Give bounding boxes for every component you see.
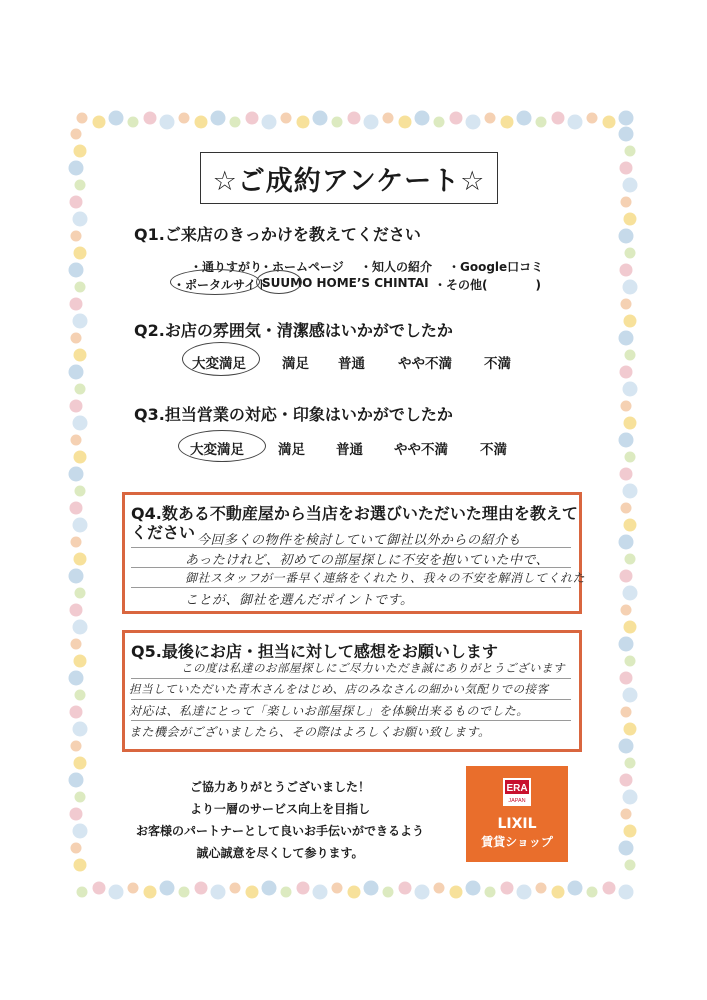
- border-dot: [517, 885, 532, 900]
- border-dot: [211, 885, 226, 900]
- border-dot: [603, 882, 616, 895]
- border-dot: [69, 263, 84, 278]
- border-dot: [603, 116, 616, 129]
- border-dot: [73, 518, 88, 533]
- border-dot: [74, 451, 87, 464]
- border-dot: [552, 112, 565, 125]
- border-dot: [69, 773, 84, 788]
- q2-selected-circle: [182, 342, 260, 376]
- border-dot: [434, 883, 445, 894]
- q5-answer-line1: この度は私達のお部屋探しにご尽力いただき誠にありがとうございます: [181, 661, 565, 675]
- border-dot: [73, 314, 88, 329]
- border-dot: [536, 883, 547, 894]
- border-dot: [623, 790, 638, 805]
- logo-brand: LIXIL: [497, 816, 537, 832]
- border-dot: [144, 112, 157, 125]
- border-dot: [625, 554, 636, 565]
- border-dot: [281, 113, 292, 124]
- q3-rating-satisfied: 満足: [278, 442, 305, 458]
- border-dot: [75, 486, 86, 497]
- q5-answer-box: [122, 630, 582, 752]
- border-dot: [332, 883, 343, 894]
- border-dot: [450, 112, 463, 125]
- border-dot: [621, 809, 632, 820]
- border-dot: [536, 117, 547, 128]
- border-dot: [297, 116, 310, 129]
- border-dot: [144, 886, 157, 899]
- border-dot: [624, 519, 637, 532]
- border-dot: [364, 115, 379, 130]
- border-dot: [70, 298, 83, 311]
- q1-portal-sites: SUUMO HOME’S CHINTAI: [262, 276, 429, 290]
- border-dot: [625, 452, 636, 463]
- border-dot: [75, 690, 86, 701]
- border-dot: [621, 605, 632, 616]
- border-dot: [73, 620, 88, 635]
- border-dot: [621, 299, 632, 310]
- q3-rating-neutral: 普通: [336, 442, 363, 458]
- border-dot: [109, 111, 124, 126]
- border-dot: [619, 637, 634, 652]
- q2-rating-dissatisfied: 不満: [484, 356, 511, 372]
- border-dot: [623, 178, 638, 193]
- border-dot: [415, 885, 430, 900]
- border-dot: [71, 333, 82, 344]
- border-dot: [73, 416, 88, 431]
- q2-question: Q2.お店の雰囲気・清潔感はいかがでしたか: [134, 321, 453, 340]
- border-dot: [624, 213, 637, 226]
- border-dot: [109, 885, 124, 900]
- border-dot: [71, 537, 82, 548]
- border-dot: [568, 115, 583, 130]
- border-dot: [71, 129, 82, 140]
- q3-question: Q3.担当営業の対応・印象はいかがでしたか: [134, 405, 453, 424]
- lixil-chintai-logo: [466, 766, 568, 862]
- border-dot: [160, 115, 175, 130]
- border-dot: [246, 112, 259, 125]
- border-dot: [74, 757, 87, 770]
- border-dot: [625, 758, 636, 769]
- q2-rating-neutral: 普通: [338, 356, 365, 372]
- border-dot: [75, 588, 86, 599]
- q1-option-portal: ・ポータルサイト: [173, 278, 269, 292]
- q4-answer-line2: あったけれど、初めての部屋探しに不安を抱いていた中で、: [185, 553, 550, 568]
- era-brand: ERA: [506, 783, 528, 794]
- q1-option-google: ・Google口コミ: [448, 260, 544, 274]
- border-dot: [71, 639, 82, 650]
- border-dot: [621, 503, 632, 514]
- border-dot: [485, 887, 496, 898]
- era-sub: JAPAN: [508, 798, 526, 804]
- border-dot: [128, 883, 139, 894]
- border-dot: [624, 723, 637, 736]
- border-dot: [74, 145, 87, 158]
- q4-answer-box: [122, 492, 586, 614]
- q1-suumo-circle: [256, 270, 302, 294]
- border-dot: [620, 468, 633, 481]
- border-dot: [619, 885, 634, 900]
- border-dot: [619, 127, 634, 142]
- q3-selected-circle: [178, 430, 266, 462]
- border-dot: [434, 117, 445, 128]
- border-dot: [77, 887, 88, 898]
- border-dot: [179, 113, 190, 124]
- border-dot: [624, 315, 637, 328]
- border-dot: [281, 887, 292, 898]
- border-dot: [69, 365, 84, 380]
- border-dot: [621, 401, 632, 412]
- q5-question: Q5.最後にお店・担当に対して感想をお願いします: [131, 642, 498, 661]
- border-dot: [71, 741, 82, 752]
- border-dot: [70, 400, 83, 413]
- border-dot: [71, 843, 82, 854]
- q5-answer-line4: また機会がございましたら、その際はよろしくお願い致します。: [129, 725, 491, 739]
- border-dot: [230, 117, 241, 128]
- border-dot: [623, 280, 638, 295]
- border-dot: [619, 841, 634, 856]
- border-dot: [619, 111, 634, 126]
- border-dot: [620, 570, 633, 583]
- border-dot: [624, 825, 637, 838]
- border-dot: [623, 382, 638, 397]
- border-dot: [70, 604, 83, 617]
- border-dot: [75, 180, 86, 191]
- border-dot: [568, 881, 583, 896]
- border-dot: [625, 350, 636, 361]
- border-dot: [348, 112, 361, 125]
- border-dot: [93, 882, 106, 895]
- border-dot: [383, 887, 394, 898]
- border-dot: [69, 569, 84, 584]
- border-dot: [262, 115, 277, 130]
- q1-option-other: ・その他( ): [434, 278, 541, 292]
- border-dot: [297, 882, 310, 895]
- border-dot: [501, 882, 514, 895]
- footer-line: ご協力ありがとうございました！: [189, 780, 370, 794]
- logo-sub: 賃貸ショップ: [481, 835, 553, 849]
- q4-question-line1: Q4.数ある不動産屋から当店をお選びいただいた理由を教えて: [131, 504, 578, 523]
- border-dot: [230, 883, 241, 894]
- q2-rating-satisfied: 満足: [282, 356, 309, 372]
- q1-option-homepage: ・ホームページ: [260, 260, 344, 274]
- border-dot: [620, 162, 633, 175]
- border-dot: [620, 672, 633, 685]
- border-dot: [619, 433, 634, 448]
- border-dot: [466, 115, 481, 130]
- q3-rating-very-satisfied: 大変満足: [190, 442, 244, 458]
- border-dot: [246, 886, 259, 899]
- q4-answer-line4: ことが、御社を選んだポイントです。: [185, 593, 414, 608]
- border-dot: [69, 467, 84, 482]
- border-dot: [69, 671, 84, 686]
- q4-answer-line3: 御社スタッフが一番早く連絡をくれたり、我々の不安を解消してくれた: [185, 571, 586, 585]
- border-dot: [415, 111, 430, 126]
- border-dot: [623, 586, 638, 601]
- border-dot: [70, 502, 83, 515]
- border-dot: [552, 886, 565, 899]
- border-dot: [313, 885, 328, 900]
- border-dot: [77, 113, 88, 124]
- border-dot: [587, 113, 598, 124]
- border-dot: [74, 247, 87, 260]
- border-dot: [70, 808, 83, 821]
- border-dot: [332, 117, 343, 128]
- survey-title: ☆ご成約アンケート☆: [200, 152, 498, 204]
- border-dot: [73, 722, 88, 737]
- border-dot: [399, 116, 412, 129]
- border-dot: [620, 366, 633, 379]
- border-dot: [313, 111, 328, 126]
- border-dot: [128, 117, 139, 128]
- border-dot: [75, 282, 86, 293]
- footer-line: 誠心誠意を尽くして参ります。: [196, 846, 364, 860]
- border-dot: [625, 248, 636, 259]
- border-dot: [71, 435, 82, 446]
- q3-rating-dissatisfied: 不満: [480, 442, 507, 458]
- border-dot: [70, 706, 83, 719]
- q3-rating-somewhat-dissatisfied: やや不満: [394, 442, 448, 458]
- q2-rating-somewhat-dissatisfied: やや不満: [398, 356, 452, 372]
- q1-question: Q1.ご来店のきっかけを教えてください: [134, 225, 421, 244]
- q1-option-passing: ・通りすがり: [190, 260, 263, 274]
- border-dot: [619, 229, 634, 244]
- border-dot: [399, 882, 412, 895]
- border-dot: [74, 349, 87, 362]
- border-dot: [160, 881, 175, 896]
- border-dot: [262, 881, 277, 896]
- border-dot: [624, 621, 637, 634]
- border-dot: [74, 859, 87, 872]
- border-dot: [624, 417, 637, 430]
- border-dot: [70, 196, 83, 209]
- border-dot: [621, 197, 632, 208]
- border-dot: [348, 886, 361, 899]
- thank-you-message: [120, 776, 440, 864]
- border-dot: [623, 484, 638, 499]
- border-dot: [450, 886, 463, 899]
- border-dot: [74, 655, 87, 668]
- border-dot: [364, 881, 379, 896]
- q5-answer-line2: 担当していただいた青木さんをはじめ、店のみなさんの細かい気配りでの接客: [129, 682, 549, 696]
- border-dot: [517, 111, 532, 126]
- border-dot: [74, 553, 87, 566]
- q4-answer-line1: 今回多くの物件を検討していて御社以外からの紹介も: [197, 533, 522, 548]
- border-dot: [625, 146, 636, 157]
- border-dot: [195, 116, 208, 129]
- border-dot: [620, 774, 633, 787]
- border-dot: [211, 111, 226, 126]
- border-dot: [619, 331, 634, 346]
- border-dot: [71, 231, 82, 242]
- border-dot: [69, 161, 84, 176]
- q2-rating-very-satisfied: 大変満足: [192, 356, 246, 372]
- footer-line: お客様のパートナーとして良いお手伝いができるよう: [135, 824, 424, 838]
- border-dot: [623, 688, 638, 703]
- q5-answer-line3: 対応は、私達にとって「楽しいお部屋探し」を体験出来るものでした。: [129, 704, 529, 718]
- border-dot: [383, 113, 394, 124]
- border-dot: [75, 792, 86, 803]
- border-dot: [619, 535, 634, 550]
- border-dot: [619, 739, 634, 754]
- border-dot: [620, 264, 633, 277]
- q1-portal-circle: [170, 269, 260, 295]
- border-dot: [73, 212, 88, 227]
- q1-option-referral: ・知人の紹介: [360, 260, 433, 274]
- border-dot: [93, 116, 106, 129]
- border-dot: [587, 887, 598, 898]
- border-dot: [195, 882, 208, 895]
- q4-question-line2: ください: [131, 523, 196, 542]
- border-dot: [501, 116, 514, 129]
- border-dot: [485, 113, 496, 124]
- border-dot: [179, 887, 190, 898]
- border-dot: [466, 881, 481, 896]
- border-dot: [625, 656, 636, 667]
- footer-line: より一層のサービス向上を目指し: [189, 802, 370, 816]
- era-logo-icon: [503, 778, 531, 806]
- border-dot: [73, 824, 88, 839]
- border-dot: [621, 707, 632, 718]
- border-dot: [75, 384, 86, 395]
- border-dot: [625, 860, 636, 871]
